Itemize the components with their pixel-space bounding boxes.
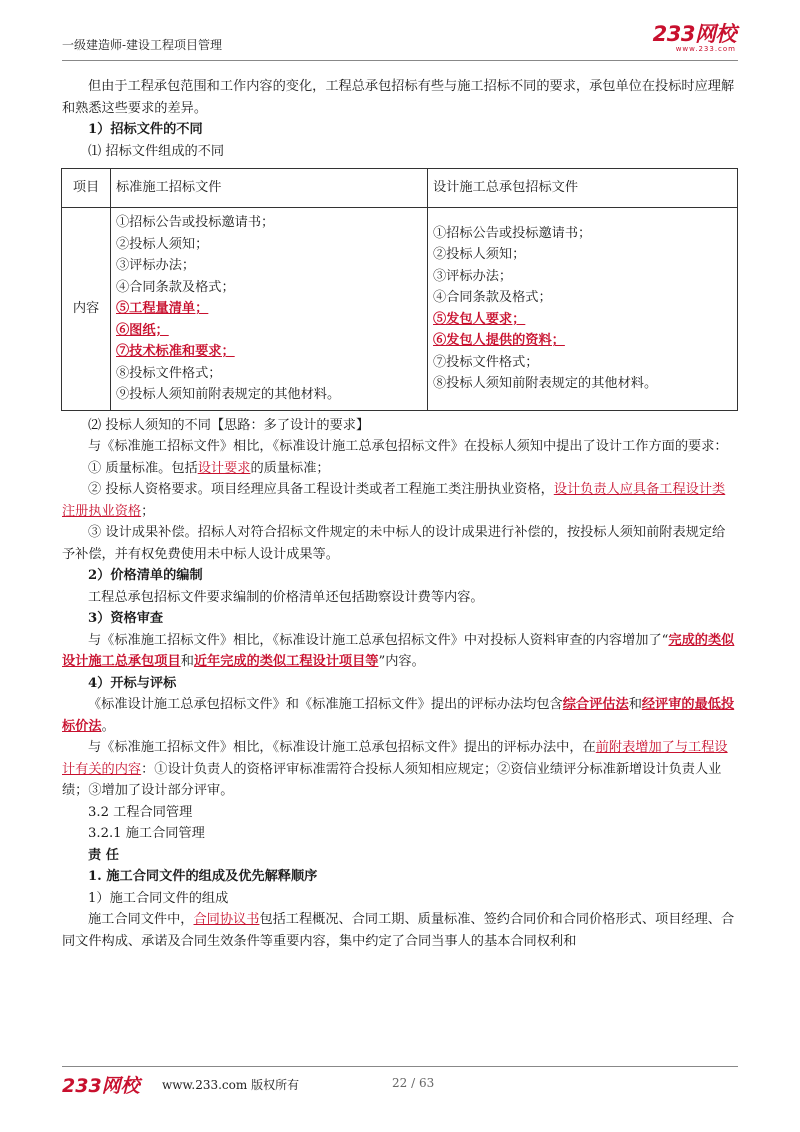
bid-evaluation-paragraph-1 bbox=[62, 694, 738, 737]
doc-list-item: ⑦投标文件格式； bbox=[433, 354, 539, 370]
text-run: 《标准设计施工总承包招标文件》和《标准施工招标文件》提出的评标办法均包含 bbox=[88, 697, 563, 712]
instructions-item-qualification bbox=[62, 479, 738, 522]
highlight-design-requirement: 设计要求 bbox=[197, 460, 251, 476]
duty-label: 责 任 bbox=[88, 847, 119, 863]
highlight-similar-projects: 完成的类似设计施工总承包项目 bbox=[62, 632, 735, 669]
standard-doc-list bbox=[111, 208, 428, 411]
price-list-paragraph: 工程总承包招标文件要求编制的价格清单还包括勘察设计费等内容。 bbox=[88, 589, 484, 605]
text-run: 包括工程概况、合同工期、质量标准、签约合同价和合同价格形式、项目经理、合同文件构成、承诺及合同生效条件等重要内容，集中约定了合同当事人的基本合同权利和 bbox=[62, 912, 735, 949]
logo-text: 233网校 bbox=[652, 22, 736, 46]
doc-list-item: ⑤发包人要求； bbox=[433, 311, 526, 327]
doc-list-item: ⑧投标文件格式； bbox=[116, 365, 222, 381]
subsection-heading-composition: ⑴ 招标文件组成的不同 bbox=[88, 143, 225, 159]
doc-list-item: ⑥图纸； bbox=[116, 322, 169, 338]
doc-list-item: ②投标人须知； bbox=[116, 236, 209, 252]
intro-paragraph: 但由于工程承包范围和工作内容的变化，工程总承包招标有些与施工招标不同的要求，承包单位在投标时应理解和熟悉这些要求的差异。 bbox=[62, 79, 735, 116]
text-run: ② 投标人资格要求。项目经理应具备工程设计类或者工程施工类注册执业资格， bbox=[88, 482, 554, 497]
highlight-design-lead-qualification: 设计负责人应具备工程设计类注册执业资格 bbox=[62, 482, 726, 519]
contract-composition-paragraph bbox=[62, 909, 738, 952]
doc-list-item: ④合同条款及格式； bbox=[433, 290, 552, 306]
section-heading-construction-contract: 3.2.1 施工合同管理 bbox=[88, 826, 205, 841]
table-row-label: 内容 bbox=[62, 208, 111, 411]
document-title: 一级建造师-建设工程项目管理 bbox=[62, 38, 223, 52]
document-body bbox=[62, 76, 738, 952]
doc-list-item: ③评标办法； bbox=[116, 258, 196, 273]
text-run: 与《标准施工招标文件》相比，《标准设计施工总承包招标文件》提出的评标办法中，在 bbox=[88, 740, 596, 755]
table-header-row bbox=[62, 169, 738, 208]
table-header-design-build: 设计施工总承包招标文件 bbox=[428, 169, 738, 208]
doc-list-item: ⑤工程量清单； bbox=[116, 301, 209, 316]
page-header bbox=[62, 24, 738, 61]
doc-list-item: ⑥发包人提供的资料； bbox=[433, 333, 565, 349]
instructions-item-quality bbox=[62, 458, 738, 480]
footer-logo: 233网校 bbox=[62, 1075, 140, 1097]
section-heading-bid-opening: 4）开标与评标 bbox=[88, 675, 177, 691]
section-heading-bid-docs: 1）招标文件的不同 bbox=[88, 122, 203, 137]
brand-logo bbox=[653, 24, 736, 53]
subsection-heading-instructions: ⑵ 投标人须知的不同【思路：多了设计的要求】 bbox=[88, 417, 370, 433]
text-run: ：①设计负责人的资格评审标准需符合投标人须知相应规定；②资信业绩评分标准新增设计负责人业绩；③增加了设计部分评审。 bbox=[62, 761, 722, 798]
page-footer bbox=[62, 1066, 738, 1097]
logo-url: www.233.com bbox=[675, 45, 736, 53]
section-heading-qualification-review: 3）资格审查 bbox=[88, 611, 164, 626]
text-run: 的质量标准； bbox=[250, 460, 330, 476]
text-run: 和 bbox=[628, 697, 642, 712]
text-run: 。 bbox=[101, 718, 115, 734]
doc-list-item: ②投标人须知； bbox=[433, 247, 526, 263]
qualification-review-paragraph bbox=[62, 630, 738, 673]
page-number: 22 / 63 bbox=[392, 1076, 435, 1090]
text-run: 施工合同文件中， bbox=[88, 912, 194, 927]
highlight-added-design-content: 前附表增加了与工程设计有关的内容 bbox=[62, 740, 728, 777]
chapter-heading-contract-management: 3.2 工程合同管理 bbox=[88, 804, 193, 820]
text-run: 与《标准施工招标文件》相比，《标准设计施工总承包招标文件》中对投标人资料审查的内容增加了“ bbox=[88, 632, 669, 648]
highlight-lowest-price-method: 经评审的最低投标价法 bbox=[62, 697, 735, 734]
bid-evaluation-paragraph-2 bbox=[62, 737, 738, 802]
highlight-comprehensive-evaluation: 综合评估法 bbox=[562, 697, 629, 712]
section-heading-price-list: 2）价格清单的编制 bbox=[88, 568, 203, 583]
heading-contract-documents: 1. 施工合同文件的组成及优先解释顺序 bbox=[88, 869, 318, 884]
doc-list-item: ④合同条款及格式； bbox=[116, 279, 235, 295]
highlight-recent-design-projects: 近年完成的类似工程设计项目等 bbox=[193, 654, 379, 669]
design-build-doc-list bbox=[428, 208, 738, 411]
highlight-contract-agreement: 合同协议书 bbox=[193, 912, 260, 927]
text-run: 和 bbox=[180, 654, 194, 669]
text-run: ”内容。 bbox=[378, 654, 425, 669]
doc-list-item: ⑧投标人须知前附表规定的其他材料。 bbox=[433, 376, 658, 392]
doc-list-item: ①招标公告或投标邀请书； bbox=[433, 225, 592, 241]
text-run: ① 质量标准。包括 bbox=[88, 460, 198, 476]
table-row bbox=[62, 208, 738, 411]
table-header-standard: 标准施工招标文件 bbox=[111, 169, 428, 208]
instructions-intro: 与《标准施工招标文件》相比，《标准设计施工总承包招标文件》在投标人须知中提出了设计工作方面的要求： bbox=[88, 439, 728, 454]
comparison-table bbox=[61, 168, 738, 411]
doc-list-item: ①招标公告或投标邀请书； bbox=[116, 215, 275, 230]
doc-list-item: ③评标办法； bbox=[433, 268, 513, 284]
heading-contract-composition: 1）施工合同文件的组成 bbox=[88, 890, 229, 906]
doc-list-item: ⑨投标人须知前附表规定的其他材料。 bbox=[116, 387, 341, 402]
table-header-item: 项目 bbox=[62, 169, 111, 208]
instructions-item-compensation: ③ 设计成果补偿。招标人对符合招标文件规定的未中标人的设计成果进行补偿的，按投标人须知前附表规定给予补偿，并有权免费使用未中标人设计成果等。 bbox=[62, 525, 726, 562]
footer-copyright: www.233.com 版权所有 bbox=[162, 1078, 300, 1092]
text-run: ； bbox=[141, 503, 155, 519]
doc-list-item: ⑦技术标准和要求； bbox=[116, 344, 235, 359]
